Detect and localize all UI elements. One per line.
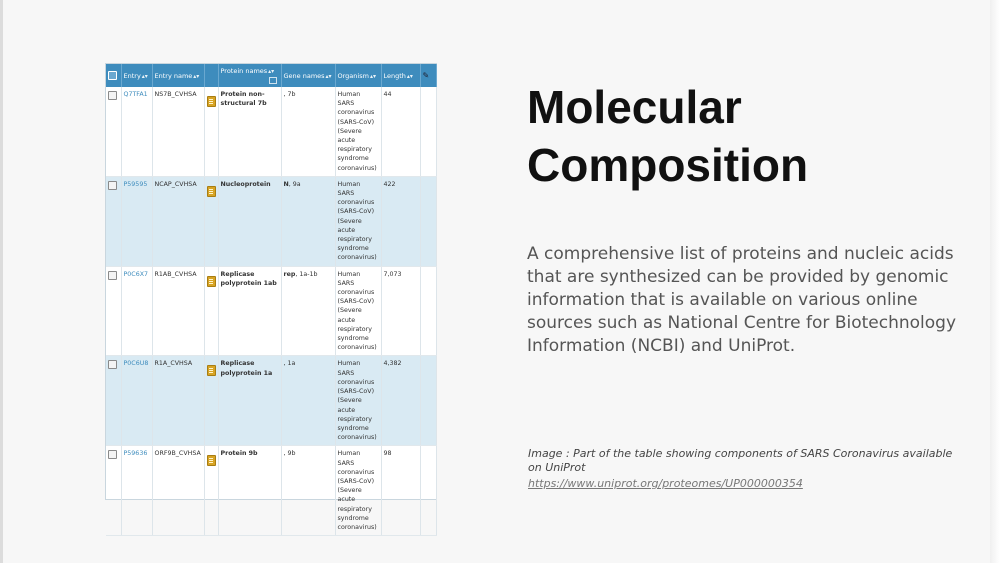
gene-name-secondary: , 7b	[283, 91, 296, 98]
entry-name: NCAP_CVHSA	[152, 176, 204, 266]
gene-name-secondary: , 9a	[288, 180, 301, 188]
header-length-label: Length	[383, 71, 406, 80]
header-protein-names-label: Protein names	[220, 67, 268, 75]
entry-name: R1AB_CVHSA	[152, 266, 204, 356]
organism-link[interactable]: Human SARS coronavirus (SARS-CoV) (Severe acute respiratory syndrome coronavirus)	[335, 176, 381, 266]
protein-name: Replicase polyprotein 1a	[218, 356, 281, 446]
entry-link[interactable]: P0C6X7	[123, 270, 149, 278]
sort-icon[interactable]: ▴▾	[268, 68, 275, 75]
entry-name: NS7B_CVHSA	[152, 87, 204, 176]
header-protein-names[interactable]	[218, 64, 281, 87]
header-organism-label: Organism	[337, 71, 369, 80]
column-options-icon[interactable]	[269, 77, 277, 84]
length-value: 422	[381, 176, 420, 266]
sort-icon[interactable]: ▴▾	[406, 72, 413, 80]
pencil-icon[interactable]: ✎	[422, 71, 430, 80]
header-entry-label: Entry	[123, 71, 141, 80]
table-header-row	[106, 64, 436, 87]
reviewed-doc-icon	[207, 276, 216, 287]
entry-link[interactable]: P59636	[123, 450, 148, 458]
table-row[interactable]	[106, 176, 436, 266]
length-value: 44	[381, 87, 420, 176]
header-gene-names-label: Gene names	[283, 71, 325, 80]
length-value: 7,073	[381, 266, 420, 356]
reviewed-doc-icon	[207, 455, 216, 466]
image-caption: Image : Part of the table showing components of SARS Coronavirus available on UniProt	[528, 447, 953, 474]
slide-left-edge	[0, 0, 3, 563]
gene-name-secondary: , 1a	[283, 360, 296, 368]
table-row[interactable]	[106, 446, 436, 536]
entry-link[interactable]: P59595	[123, 180, 148, 188]
protein-name: Nucleoprotein	[218, 176, 281, 266]
sort-icon[interactable]: ▴▾	[325, 72, 332, 80]
reviewed-doc-icon	[207, 96, 216, 107]
select-all-checkbox[interactable]	[108, 71, 117, 80]
organism-link[interactable]: Human SARS coronavirus (SARS-CoV) (Severe acute respiratory syndrome coronavirus)	[335, 266, 381, 356]
sort-icon[interactable]: ▴▾	[369, 72, 376, 80]
uniprot-table	[106, 64, 437, 536]
slide-title: Molecular Composition	[527, 81, 809, 191]
row-checkbox[interactable]	[108, 181, 117, 190]
row-checkbox[interactable]	[108, 91, 117, 100]
row-checkbox[interactable]	[108, 271, 117, 280]
protein-name: Protein non-structural 7b	[218, 87, 281, 176]
protein-name: Replicase polyprotein 1ab	[218, 266, 281, 356]
sort-icon[interactable]: ▴▾	[193, 72, 200, 80]
table-row[interactable]	[106, 356, 436, 446]
organism-link[interactable]: Human SARS coronavirus (SARS-CoV) (Severe acute respiratory syndrome coronavirus)	[335, 446, 381, 536]
entry-link[interactable]: P0C6U8	[123, 360, 149, 368]
slide-right-edge	[990, 0, 1000, 563]
header-gene-names[interactable]	[281, 64, 335, 87]
row-checkbox[interactable]	[108, 360, 117, 369]
gene-name-secondary: , 1a-1b	[295, 270, 318, 278]
organism-link[interactable]: Human SARS coronavirus (SARS-CoV) (Severe acute respiratory syndrome coronavirus)	[335, 87, 381, 176]
reviewed-doc-icon	[207, 365, 216, 376]
table-row[interactable]	[106, 266, 436, 356]
slide-description: A comprehensive list of proteins and nucleic acids that are synthesized can be provided by genomic information that is available on various online sources such as National Centre for Biotechnology Information (NCBI) and UniProt.	[527, 244, 957, 356]
header-edit[interactable]	[420, 64, 436, 87]
header-entry[interactable]	[121, 64, 152, 87]
header-length[interactable]	[381, 64, 420, 87]
entry-name: ORF9B_CVHSA	[152, 446, 204, 536]
entry-link[interactable]: Q7TFA1	[123, 91, 148, 98]
table-row[interactable]	[106, 87, 436, 176]
header-organism[interactable]	[335, 64, 381, 87]
header-entry-name-label: Entry name	[154, 71, 193, 80]
header-entry-name[interactable]	[152, 64, 204, 87]
protein-name: Protein 9b	[218, 446, 281, 536]
gene-name-primary: rep	[283, 270, 296, 278]
gene-name-secondary: , 9b	[283, 450, 296, 458]
length-value: 98	[381, 446, 420, 536]
select-all-header	[106, 64, 121, 87]
length-value: 4,382	[381, 356, 420, 446]
header-status	[204, 64, 218, 87]
gene-name-primary: N	[283, 180, 289, 188]
reviewed-doc-icon	[207, 186, 216, 197]
uniprot-table-image	[105, 63, 437, 531]
sort-icon[interactable]: ▴▾	[141, 72, 148, 80]
organism-link[interactable]: Human SARS coronavirus (SARS-CoV) (Severe acute respiratory syndrome coronavirus)	[335, 356, 381, 446]
source-link[interactable]: https://www.uniprot.org/proteomes/UP000000354	[528, 477, 803, 490]
entry-name: R1A_CVHSA	[152, 356, 204, 446]
row-checkbox[interactable]	[108, 450, 117, 459]
